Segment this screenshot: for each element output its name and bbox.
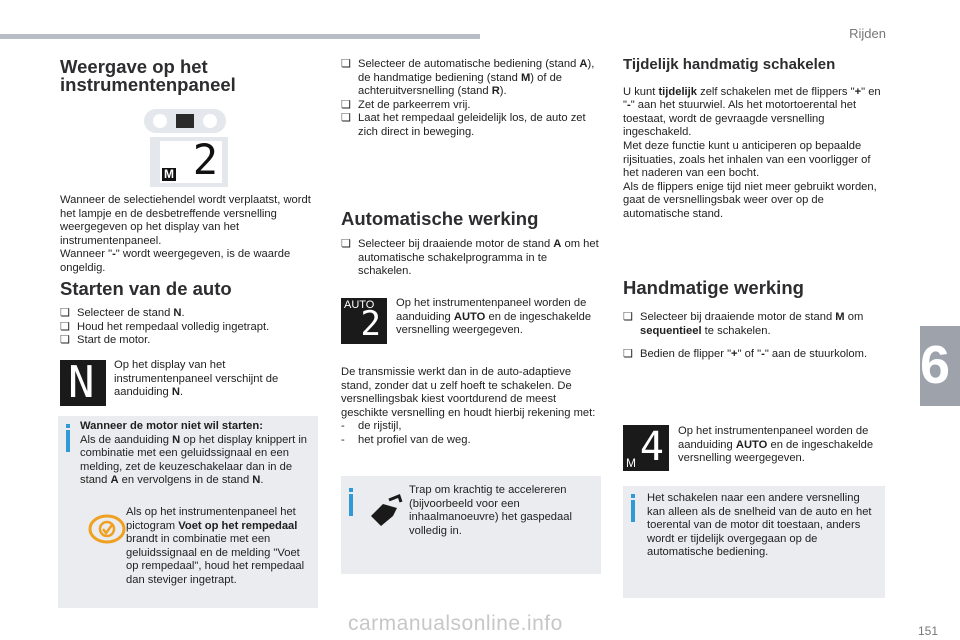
info-title: Wanneer de motor niet wil starten: (80, 420, 263, 432)
info-box-manual: Het schakelen naar een andere versnelling kan alleen als de snelheid van de auto en het toerental van de motor dit toestaan, anders wordt er tijdelijk overgegaan op de automatische bediening. (623, 486, 885, 598)
title-starten: Starten van de auto (60, 278, 232, 299)
foot-on-brake-icon (88, 514, 126, 544)
section-label: Rijden (849, 26, 886, 41)
auto-display-text: Op het instrumentenpaneel worden de aanduiding AUTO en de ingeschakelde versnelling weergegeven. (396, 297, 592, 337)
list-item: ❏ Selecteer bij draaiende motor de stand A om het automatische schakelprogramma in te schakelen. (341, 238, 599, 278)
title-tijdelijk: Tijdelijk handmatig schakelen (623, 56, 836, 73)
chapter-number: 6 (919, 335, 950, 395)
title-handmatig: Handmatige werking (623, 277, 804, 298)
title-weergave: Weergave op het instrumentenpaneel (60, 56, 236, 95)
list-item: ❏ Zet de parkeerrem vrij. (341, 98, 471, 111)
page-number: 151 (917, 624, 938, 638)
info-icon (349, 494, 353, 516)
list-item: ❏ Bedien de flipper "+" of "-" aan de stuurkolom. (623, 348, 868, 361)
list-item: - de rijstijl, (341, 420, 402, 433)
display-mode-m: M (164, 167, 174, 181)
intro-paragraph-1: Wanneer de selectiehendel wordt verplaatst, wordt het lampje en de desbetreffende versnelling weergegeven op het display van het instrumentenpaneel. (60, 194, 311, 247)
display-n-icon: N (60, 360, 106, 406)
procedure-list (341, 58, 603, 140)
adaptive-text: De transmissie werkt dan in de auto-adaptieve stand, zonder dat u zelf hoeft te schakelen. De versnellingsbak kiest voortdurend de meest geschikte versnelling en houdt hierbij rekening met: - de rijstijl, - het profiel van de weg. (341, 366, 603, 448)
display-auto-icon: AUTO 2 (341, 298, 387, 344)
list-item: - het profiel van de weg. (341, 433, 471, 446)
display-gear: 2 (192, 135, 218, 184)
start-list (60, 307, 322, 348)
info-icon (66, 430, 70, 452)
list-item: ❏ Selecteer bij draaiende motor de stand M om sequentieel te schakelen. (623, 311, 864, 337)
list-item: ❏ Start de motor. (60, 334, 151, 347)
start-section (60, 280, 322, 348)
info-box-accelerate: Trap om krachtig te accelereren (bijvoorbeeld voor een inhaalmanoeuvre) het gaspedaal volledig in. (341, 476, 601, 574)
accelerator-pedal-icon (367, 494, 403, 530)
instrument-illustration (140, 105, 230, 187)
column-1 (60, 58, 322, 94)
list-item: ❏ Selecteer de stand N. (60, 307, 185, 319)
list-item: ❏ Houd het rempedaal volledig ingetrapt. (60, 320, 270, 333)
list-item: ❏ Laat het rempedaal geleidelijk los, de auto zet zich direct in beweging. (341, 112, 586, 138)
list-item: ❏ Selecteer de automatische bediening (stand A), de handmatige bediening (stand M) of de achteruitversnelling (stand R). (341, 58, 595, 98)
watermark: carmanualsonline.info (348, 612, 563, 635)
manual-section (623, 279, 885, 362)
column-2-top (341, 58, 603, 140)
intro-paragraph-2: Wanneer "-" wordt weergegeven, is de waarde ongeldig. (60, 248, 291, 274)
info-icon (631, 500, 635, 522)
top-bar (0, 34, 480, 39)
title-automatisch: Automatische werking (341, 208, 539, 229)
auto-section (341, 210, 603, 279)
display-manual-icon: M 4 (623, 425, 669, 471)
info-box-start: Wanneer de motor niet wil starten: Als de aanduiding N op het display knippert in combinatie met een geluidssignaal en een melding, zet de keuzeschakelaar dan in de stand A en vervolgens in de stand N. Als op het instrumentenpaneel het pictogram Voet op het rempedaal brandt in combinatie met een geluidssignaal en de melding "Voet op rempedaal", houd het rempedaal dan steviger ingetrapt. (58, 416, 318, 608)
n-display-text: Op het display van het instrumentenpaneel verschijnt de aanduiding N. (114, 359, 279, 399)
intro-text (60, 194, 322, 276)
manual-display-text: Op het instrumentenpaneel worden de aanduiding AUTO en de ingeschakelde versnelling weergegeven. (678, 425, 874, 465)
temp-section: Tijdelijk handmatig schakelen U kunt tijdelijk zelf schakelen met de flippers "+" en "-" aan het stuurwiel. Als het motortoerental het toestaat, wordt de gevraagde versnelling ingeschakeld. Met deze functie kunt u anticiperen op bepaalde rijsituaties, zoals het inhalen van een voorligger of het naderen van een bocht. Als de flippers enige tijd niet meer gebruikt worden, gaat de versnellingsbak weer over op de automatische stand. (623, 58, 885, 222)
